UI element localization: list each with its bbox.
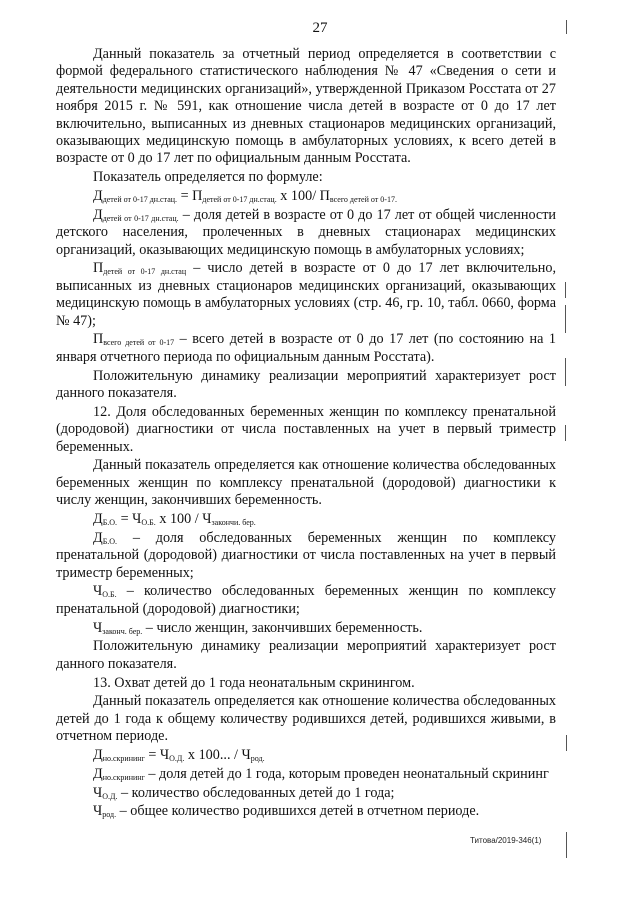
formula-term: = П [177, 188, 203, 205]
definition-completed-pregnancies [56, 620, 556, 637]
definition-text: – количество обследованных беременных женщин по комплексу пренатальной (дородовой) диагностики; [56, 583, 556, 617]
paragraph-item-13-method: Данный показатель определяется как отношение количества обследованных детей до 1 года к общему количеству родившихся детей, родившихся живыми, в отчетном периоде. [56, 693, 556, 745]
definition-subscript: всего детей от 0-17 [103, 338, 175, 348]
definition-share-examined [56, 530, 556, 582]
formula-subscript: закончи. бер. [211, 518, 256, 528]
definition-symbol: Д [93, 529, 103, 546]
definition-text: – доля обследованных беременных женщин по комплексу пренатальной (дородовой) диагностики от числа поставленных на учет в первый триместр беременных; [56, 529, 556, 581]
formula-subscript: Б.О. [102, 518, 118, 528]
definition-subscript: детей от 0-17 дн.стац [103, 267, 187, 277]
definition-symbol: П [93, 331, 104, 348]
page-number: 27 [312, 20, 328, 36]
definition-symbol: Ч [93, 803, 103, 820]
definition-symbol: Ч [93, 583, 103, 600]
definition-symbol: Д [93, 206, 103, 223]
formula-subscript: О.Б. [141, 518, 156, 528]
scan-margin-line [565, 282, 566, 298]
definition-text: – число женщин, закончивших беременность. [142, 619, 423, 636]
paragraph-indicator-method: Данный показатель за отчетный период определяется в соответствии с формой федерального статистического наблюдения № 47 «Сведения о сети и деятельности медицинских организаций», утвержденной Приказом Росстата от 27 ноября 2015 г. № 591, как отношение числа детей в возрасте от 0 до 17 лет включительно, выписанных из дневных стационаров медицинских организаций, оказывающих медицинскую помощь в амбулаторных условиях, к всего детей в возрасте от 0 до 17 лет по официальным данным Росстата. [56, 46, 556, 167]
formula-subscript: всего детей от 0-17. [329, 195, 397, 205]
formula-subscript: детей от 0-17 дн.стац. [102, 195, 178, 205]
scan-margin-line [566, 20, 567, 34]
formula-subscript: род. [250, 754, 265, 764]
definition-text: – число детей в возрасте от 0 до 17 лет включительно, выписанных из дневных стационаров медицинских организаций, оказывающих медицинскую помощь в амбулаторных условиях (стр. 46, гр. 10, табл. 0660, форма № 47); [56, 260, 556, 329]
definition-subscript: О.Б. [102, 590, 117, 600]
definition-count-children [56, 260, 556, 330]
formula-subscript: О.Д. [169, 754, 185, 764]
paragraph-formula-intro: Показатель определяется по формуле: [93, 169, 323, 186]
formula-term: x 100... / Ч [184, 747, 251, 764]
definition-text: – количество обследованных детей до 1 года; [117, 784, 395, 801]
definition-share-screened [56, 766, 556, 783]
definition-symbol: Ч [93, 619, 103, 636]
definition-subscript: но.скрининг [102, 772, 145, 782]
definition-symbol: Д [93, 765, 103, 782]
formula-term: Д [93, 747, 103, 764]
definition-text: – доля детей в возрасте от 0 до 17 лет от общей численности детского населения, пролеченных в дневных стационарах медицинских организаций, оказывающих медицинскую помощь в амбулаторных условиях; [56, 206, 556, 258]
definition-symbol: Ч [93, 784, 103, 801]
definition-text: – общее количество родившихся детей в отчетном периоде. [116, 803, 480, 820]
heading-item-13: 13. Охват детей до 1 года неонатальным скринингом. [93, 674, 415, 691]
formula-prenatal [56, 511, 556, 528]
definition-subscript: Б.О. [102, 536, 118, 546]
definition-subscript: род. [102, 810, 117, 820]
definition-total-children [56, 331, 556, 366]
definition-text: – всего детей в возрасте от 0 до 17 лет (по состоянию на 1 января отчетного периода по официальным данным Росстата). [56, 331, 557, 365]
definition-text: – доля детей до 1 года, которым проведен неонатальный скрининг [144, 765, 549, 782]
formula-subscript: детей от 0-17 дн.стац. [202, 195, 277, 205]
document-body [56, 46, 556, 822]
definition-subscript: детей от 0-17 дн.стац. [102, 213, 179, 223]
paragraph-positive-dynamics: Положительную динамику реализации мероприятий характеризует рост данного показателя. [56, 367, 556, 402]
formula-term: = Ч [144, 747, 170, 764]
formula-term: = Ч [117, 511, 142, 528]
formula-term: Д [93, 511, 103, 528]
formula-term: x 100/ П [276, 188, 330, 205]
heading-item-12: 12. Доля обследованных беременных женщин по комплексу пренатальной (дородовой) диагностики от числа поставленных на учет в первый триместр беременных. [56, 403, 556, 455]
formula-children-day-hospital [56, 188, 556, 205]
document-code: Титова/2019-346(1) [470, 836, 542, 845]
definition-symbol: П [93, 260, 104, 277]
scan-margin-line [566, 735, 567, 751]
scan-margin-line [565, 305, 566, 333]
definition-count-screened [56, 785, 556, 802]
formula-neonatal-screening [56, 747, 556, 764]
formula-term: Д [93, 188, 103, 205]
paragraph-item-12-method: Данный показатель определяется как отношение количества обследованных беременных женщин по комплексу пренатальной (дородовой) диагностики к числу женщин, закончивших беременность. [56, 457, 556, 509]
definition-share-children [56, 207, 556, 259]
scan-margin-line [566, 832, 567, 858]
definition-subscript: О.Д. [102, 791, 118, 801]
formula-subscript: но.скрининг [102, 754, 145, 764]
definition-subscript: законч. бер. [102, 626, 143, 636]
scan-margin-line [565, 425, 566, 441]
paragraph-positive-dynamics-2: Положительную динамику реализации мероприятий характеризует рост данного показателя. [56, 638, 556, 672]
definition-count-examined [56, 583, 556, 618]
formula-term: x 100 / Ч [155, 511, 212, 528]
definition-total-born [56, 803, 556, 820]
scan-margin-line [565, 358, 566, 386]
